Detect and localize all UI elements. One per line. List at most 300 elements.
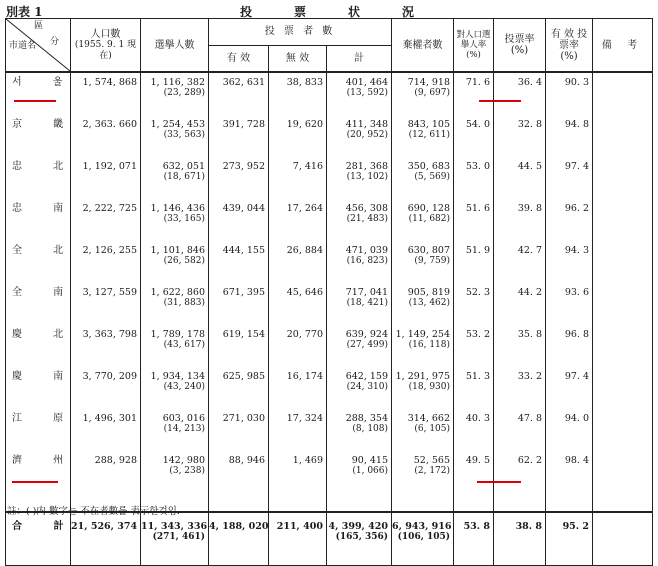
cell-pop-ratio (454, 367, 494, 409)
cell-invalid-value: 211, 400 (276, 521, 323, 532)
cell-electorate (141, 241, 209, 283)
cell-abstain (392, 199, 454, 241)
cell-valid-rate-value: 94. 0 (564, 413, 590, 424)
cell-population-value: 2, 126, 255 (82, 245, 137, 256)
cell-turnout (494, 199, 546, 241)
cell-population-value: 1, 192, 071 (82, 161, 137, 172)
cell-remarks (593, 451, 653, 493)
cell-invalid (269, 512, 327, 566)
cell-turnout-value: 44. 5 (517, 161, 543, 172)
table-row (6, 325, 653, 367)
header-corner-top: 區 (34, 21, 44, 31)
cell-total-absentee: (165, 356) (335, 532, 389, 542)
cell-abstain (392, 512, 454, 566)
cell-population (71, 512, 141, 566)
cell-invalid (269, 157, 327, 199)
header-invalid: 無 效 (269, 45, 327, 72)
table-row (6, 199, 653, 241)
cell-region (6, 325, 78, 367)
cell-abstain (392, 451, 454, 493)
cell-total-absentee: (8, 108) (352, 424, 389, 434)
total-row (6, 512, 653, 566)
cell-total (327, 72, 392, 115)
cell-invalid-value: 19, 620 (286, 119, 323, 130)
cell-region-value: 慶 北 (12, 329, 78, 340)
cell-electorate-value: 1, 622, 860 (150, 287, 205, 298)
cell-electorate-absentee: (26, 582) (163, 256, 205, 266)
cell-abstain-value: 1, 291, 975 (395, 371, 451, 382)
cell-region (6, 72, 77, 115)
cell-valid-rate (546, 72, 593, 115)
table-title: 投票状況 (240, 5, 457, 19)
highlight-underline-total (12, 481, 58, 483)
cell-population-value: 3, 127, 559 (82, 287, 137, 298)
cell-electorate-absentee: (31, 883) (163, 298, 205, 308)
cell-pop-ratio (454, 283, 494, 325)
cell-valid (209, 451, 269, 493)
header-abstain: 棄權者數 (392, 19, 454, 73)
header-valid: 有 效 (209, 45, 269, 72)
cell-population (71, 367, 141, 409)
cell-abstain-absentee: (5, 569) (414, 172, 451, 182)
cell-total (327, 157, 392, 199)
cell-valid-rate (546, 157, 593, 199)
cell-pop-ratio-value: 71. 6 (465, 77, 491, 88)
cell-total (327, 512, 392, 566)
cell-valid (209, 325, 269, 367)
cell-invalid-value: 45, 646 (286, 287, 323, 298)
cell-total-value: 281, 368 (345, 161, 389, 172)
cell-total-absentee: (16, 823) (346, 256, 389, 266)
cell-electorate (141, 512, 209, 566)
cell-abstain-value: 905, 819 (407, 287, 451, 298)
cell-electorate-value: 11, 343, 336 (141, 521, 208, 532)
cell-total-absentee: (1, 066) (352, 466, 389, 476)
cell-remarks (593, 72, 653, 115)
cell-invalid-value: 26, 884 (286, 245, 323, 256)
highlight-underline-seoul-turnout (479, 100, 521, 102)
header-population: 人口數 (1955. 9. 1 現 在) (71, 19, 141, 73)
cell-electorate-absentee: (33, 563) (163, 130, 205, 140)
cell-total (327, 325, 392, 367)
cell-turnout-value: 39. 8 (517, 203, 543, 214)
cell-electorate (141, 115, 209, 157)
cell-region-value: 江 原 (12, 413, 78, 424)
cell-turnout-value: 38. 8 (515, 521, 543, 532)
cell-turnout (494, 512, 546, 566)
cell-pop-ratio (454, 115, 494, 157)
cell-pop-ratio (454, 157, 494, 199)
cell-turnout (494, 115, 546, 157)
cell-valid-value: 625, 985 (222, 371, 265, 382)
cell-pop-ratio-value: 51. 9 (465, 245, 491, 256)
cell-valid-value: 671, 395 (222, 287, 265, 298)
spacer-cell (546, 493, 593, 512)
table-row (6, 115, 653, 157)
cell-electorate-absentee: (271, 461) (152, 532, 205, 542)
cell-population-value: 1, 496, 301 (82, 413, 137, 424)
cell-turnout (494, 241, 546, 283)
cell-population-value: 288, 928 (94, 455, 137, 466)
cell-abstain (392, 241, 454, 283)
cell-total-absentee: (24, 310) (346, 382, 389, 392)
cell-pop-ratio (454, 325, 494, 367)
cell-total (327, 241, 392, 283)
cell-invalid-value: 7, 416 (292, 161, 323, 172)
cell-valid (209, 241, 269, 283)
cell-population-value: 2, 363. 660 (82, 119, 137, 130)
spacer-cell (494, 493, 546, 512)
cell-pop-ratio (454, 409, 494, 451)
cell-population-value: 1, 574, 868 (82, 77, 137, 88)
cell-turnout-value: 35. 8 (517, 329, 543, 340)
cell-valid-rate (546, 115, 593, 157)
spacer-cell (209, 493, 269, 512)
header-total: 計 (327, 45, 392, 72)
cell-abstain-absentee: (16, 118) (408, 340, 451, 350)
cell-electorate (141, 283, 209, 325)
cell-total (327, 115, 392, 157)
table-row (6, 451, 653, 493)
cell-valid-rate (546, 283, 593, 325)
cell-valid-value: 88, 946 (228, 455, 265, 466)
cell-region-value: 合 計 (12, 521, 78, 532)
cell-invalid-value: 20, 770 (286, 329, 323, 340)
cell-turnout (494, 283, 546, 325)
cell-electorate-absentee: (18, 671) (163, 172, 205, 182)
cell-abstain-absentee: (2, 172) (414, 466, 451, 476)
cell-pop-ratio (454, 72, 494, 115)
cell-electorate (141, 325, 209, 367)
cell-invalid (269, 367, 327, 409)
cell-remarks (593, 325, 653, 367)
voting-status-table (5, 18, 653, 566)
cell-abstain-value: 52, 565 (413, 455, 451, 466)
cell-pop-ratio (454, 512, 494, 566)
cell-abstain (392, 283, 454, 325)
table-row (6, 367, 653, 409)
cell-population (71, 325, 141, 367)
cell-region (6, 367, 78, 409)
cell-total-value: 639, 924 (345, 329, 389, 340)
header-valid-rate: 有 效 投票率 (%) (546, 19, 593, 73)
header-corner-mid: 分 (50, 37, 60, 47)
cell-pop-ratio (454, 451, 494, 493)
cell-population-value: 3, 770, 209 (82, 371, 137, 382)
cell-valid-value: 619, 154 (222, 329, 265, 340)
cell-electorate-absentee: (43, 240) (163, 382, 205, 392)
cell-invalid (269, 199, 327, 241)
header-voters-group: 投 票 者 數 (209, 19, 392, 46)
cell-valid-rate-value: 97. 4 (564, 371, 590, 382)
cell-valid (209, 283, 269, 325)
table-row (6, 72, 653, 115)
cell-electorate-value: 603, 016 (162, 413, 205, 424)
table-row (6, 157, 653, 199)
cell-valid-rate-value: 98. 4 (564, 455, 590, 466)
highlight-underline-total-turnout (477, 481, 521, 483)
cell-population (71, 157, 141, 199)
cell-remarks (593, 157, 653, 199)
cell-electorate (141, 157, 209, 199)
cell-total (327, 199, 392, 241)
cell-region-value: 全 南 (12, 287, 78, 298)
cell-total (327, 283, 392, 325)
cell-pop-ratio-value: 51. 3 (465, 371, 491, 382)
cell-valid-rate (546, 325, 593, 367)
cell-electorate-absentee: (43, 617) (163, 340, 205, 350)
cell-electorate-absentee: (14, 213) (163, 424, 205, 434)
cell-region (6, 199, 78, 241)
cell-valid-value: 439, 044 (222, 203, 265, 214)
cell-turnout-value: 62. 2 (517, 455, 543, 466)
cell-total-absentee: (21, 483) (346, 214, 389, 224)
cell-turnout-value: 47. 8 (517, 413, 543, 424)
cell-remarks (593, 115, 653, 157)
cell-invalid-value: 1, 469 (292, 455, 323, 466)
cell-valid (209, 157, 269, 199)
cell-invalid (269, 115, 327, 157)
cell-turnout-value: 36. 4 (517, 77, 543, 88)
cell-population (71, 199, 141, 241)
spacer-cell (454, 493, 494, 512)
cell-valid-value: 271, 030 (222, 413, 265, 424)
cell-abstain (392, 115, 454, 157)
cell-abstain-absentee: (6, 105) (414, 424, 451, 434)
cell-electorate-value: 1, 101, 846 (150, 245, 205, 256)
cell-region (6, 283, 78, 325)
cell-invalid (269, 325, 327, 367)
cell-pop-ratio-value: 54. 0 (465, 119, 491, 130)
cell-valid-rate-value: 97. 4 (564, 161, 590, 172)
cell-total-value: 90, 415 (351, 455, 389, 466)
cell-population (71, 409, 141, 451)
cell-valid-rate-value: 94. 3 (564, 245, 590, 256)
cell-region-value: 京 畿 (12, 119, 78, 130)
cell-population (71, 241, 141, 283)
cell-electorate (141, 451, 209, 493)
cell-total-value: 456, 308 (345, 203, 389, 214)
cell-valid-rate (546, 409, 593, 451)
cell-region-value: 忠 南 (12, 203, 78, 214)
cell-abstain-value: 714, 918 (407, 77, 451, 88)
cell-valid-rate (546, 512, 593, 566)
cell-valid (209, 409, 269, 451)
cell-electorate-value: 632, 051 (162, 161, 205, 172)
cell-pop-ratio-value: 53. 2 (465, 329, 491, 340)
cell-electorate-absentee: (23, 289) (163, 88, 205, 98)
cell-total-absentee: (20, 952) (346, 130, 389, 140)
cell-population-value: 3, 363, 798 (82, 329, 137, 340)
cell-population (71, 115, 141, 157)
cell-region-value: 濟 州 (12, 455, 78, 466)
header-remarks: 備 考 (593, 19, 653, 73)
cell-abstain-value: 843, 105 (407, 119, 451, 130)
cell-electorate-value: 1, 254, 453 (150, 119, 205, 130)
cell-invalid (269, 241, 327, 283)
cell-abstain (392, 325, 454, 367)
cell-valid (209, 199, 269, 241)
cell-electorate (141, 199, 209, 241)
cell-region-value: 서 울 (12, 77, 77, 88)
cell-turnout (494, 367, 546, 409)
cell-abstain (392, 367, 454, 409)
cell-turnout (494, 72, 546, 115)
cell-pop-ratio-value: 53. 8 (463, 521, 491, 532)
cell-remarks (593, 283, 653, 325)
cell-remarks (593, 199, 653, 241)
cell-abstain-absentee: (18, 930) (408, 382, 451, 392)
cell-valid-rate-value: 94. 8 (564, 119, 590, 130)
cell-total-value: 411, 348 (345, 119, 389, 130)
cell-invalid-value: 38, 833 (286, 77, 323, 88)
cell-turnout-value: 33. 2 (517, 371, 543, 382)
cell-turnout (494, 409, 546, 451)
cell-region (6, 241, 78, 283)
cell-total-value: 401, 464 (345, 77, 389, 88)
cell-pop-ratio-value: 52. 3 (465, 287, 491, 298)
cell-remarks (593, 367, 653, 409)
cell-total-value: 471, 039 (345, 245, 389, 256)
cell-remarks (593, 512, 653, 566)
spacer-cell (269, 493, 327, 512)
cell-total-value: 717, 041 (345, 287, 389, 298)
cell-valid (209, 367, 269, 409)
header-corner-bottom: 市道名 (9, 41, 37, 51)
cell-valid-rate (546, 451, 593, 493)
table-row (6, 283, 653, 325)
cell-valid-rate (546, 367, 593, 409)
highlight-underline-seoul (14, 100, 56, 102)
cell-population (71, 72, 141, 115)
header-population-sub: (1955. 9. 1 現 在) (74, 39, 137, 61)
cell-valid-rate (546, 199, 593, 241)
cell-turnout (494, 325, 546, 367)
cell-abstain-value: 630, 807 (407, 245, 451, 256)
cell-valid-rate-value: 90. 3 (564, 77, 590, 88)
cell-region-value: 慶 南 (12, 371, 78, 382)
cell-electorate-value: 1, 789, 178 (150, 329, 205, 340)
cell-abstain-value: 350, 683 (407, 161, 451, 172)
cell-abstain-value: 6, 943, 916 (392, 521, 452, 532)
cell-abstain-absentee: (9, 759) (414, 256, 451, 266)
cell-valid (209, 512, 269, 566)
cell-valid-rate-value: 96. 2 (564, 203, 590, 214)
cell-population-value: 21, 526, 374 (71, 521, 138, 532)
cell-pop-ratio-value: 40. 3 (465, 413, 491, 424)
cell-abstain (392, 409, 454, 451)
header-electorate: 選擧人數 (141, 19, 209, 73)
cell-region-value: 忠 北 (12, 161, 78, 172)
cell-invalid (269, 409, 327, 451)
header-turnout: 投票率 (%) (494, 19, 546, 73)
cell-valid-value: 391, 728 (222, 119, 265, 130)
cell-abstain-value: 314, 662 (407, 413, 451, 424)
cell-remarks (593, 241, 653, 283)
cell-total-absentee: (18, 421) (346, 298, 389, 308)
cell-electorate (141, 367, 209, 409)
cell-invalid (269, 72, 327, 115)
cell-abstain-value: 1, 149, 254 (395, 329, 451, 340)
cell-invalid-value: 17, 324 (286, 413, 323, 424)
cell-electorate-value: 1, 116, 382 (150, 77, 205, 88)
cell-valid (209, 72, 269, 115)
cell-region (6, 409, 78, 451)
cell-electorate (141, 72, 209, 115)
cell-population-value: 2, 222, 725 (82, 203, 137, 214)
cell-abstain (392, 157, 454, 199)
cell-turnout (494, 451, 546, 493)
cell-total (327, 409, 392, 451)
header-pop-ratio: 對人口選擧人率 (%) (454, 19, 494, 73)
cell-total (327, 451, 392, 493)
cell-remarks (593, 409, 653, 451)
cell-total-absentee: (13, 102) (346, 172, 389, 182)
cell-pop-ratio-value: 49. 5 (465, 455, 491, 466)
cell-valid-rate-value: 95. 2 (562, 521, 590, 532)
cell-total-value: 642, 159 (345, 371, 389, 382)
footnote: 註：( )内 數字는 不在者數를 表示한것임. (7, 506, 180, 517)
cell-pop-ratio (454, 241, 494, 283)
cell-valid-value: 4, 188, 020 (209, 521, 269, 532)
spacer-cell (593, 493, 653, 512)
cell-abstain-value: 690, 128 (407, 203, 451, 214)
cell-region (6, 157, 78, 199)
cell-valid-rate (546, 241, 593, 283)
cell-total-value: 4, 399, 420 (328, 521, 389, 532)
cell-electorate-value: 142, 980 (162, 455, 205, 466)
cell-total-value: 288, 354 (345, 413, 389, 424)
cell-valid-value: 273, 952 (222, 161, 265, 172)
cell-region (6, 115, 78, 157)
cell-pop-ratio-value: 51. 6 (465, 203, 491, 214)
cell-abstain-absentee: (106, 105) (397, 532, 451, 542)
cell-electorate-absentee: (33, 165) (163, 214, 205, 224)
cell-region (6, 451, 78, 493)
cell-abstain-absentee: (12, 611) (408, 130, 451, 140)
cell-abstain (392, 72, 454, 115)
header-corner (6, 19, 71, 73)
cell-invalid (269, 451, 327, 493)
cell-valid-rate-value: 93. 6 (564, 287, 590, 298)
spacer-cell (392, 493, 454, 512)
cell-abstain-absentee: (9, 697) (414, 88, 451, 98)
cell-turnout-value: 42. 7 (517, 245, 543, 256)
cell-valid-value: 362, 631 (222, 77, 265, 88)
cell-electorate-value: 1, 934, 134 (150, 371, 205, 382)
cell-electorate-value: 1, 146, 436 (150, 203, 205, 214)
cell-abstain-absentee: (11, 682) (408, 214, 451, 224)
cell-valid-rate-value: 96. 8 (564, 329, 590, 340)
cell-electorate (141, 409, 209, 451)
cell-invalid-value: 17, 264 (286, 203, 323, 214)
cell-invalid (269, 283, 327, 325)
cell-population (71, 283, 141, 325)
cell-total-absentee: (27, 499) (346, 340, 389, 350)
cell-region (6, 512, 78, 566)
table-row (6, 409, 653, 451)
cell-turnout-value: 44. 2 (517, 287, 543, 298)
cell-turnout (494, 157, 546, 199)
cell-population (71, 451, 141, 493)
cell-electorate-absentee: (3, 238) (169, 466, 205, 476)
table-row (6, 241, 653, 283)
spacer-cell (327, 493, 392, 512)
cell-total-absentee: (13, 592) (346, 88, 389, 98)
cell-pop-ratio-value: 53. 0 (465, 161, 491, 172)
cell-invalid-value: 16, 174 (286, 371, 323, 382)
table-number: 別表 1 (6, 5, 43, 19)
